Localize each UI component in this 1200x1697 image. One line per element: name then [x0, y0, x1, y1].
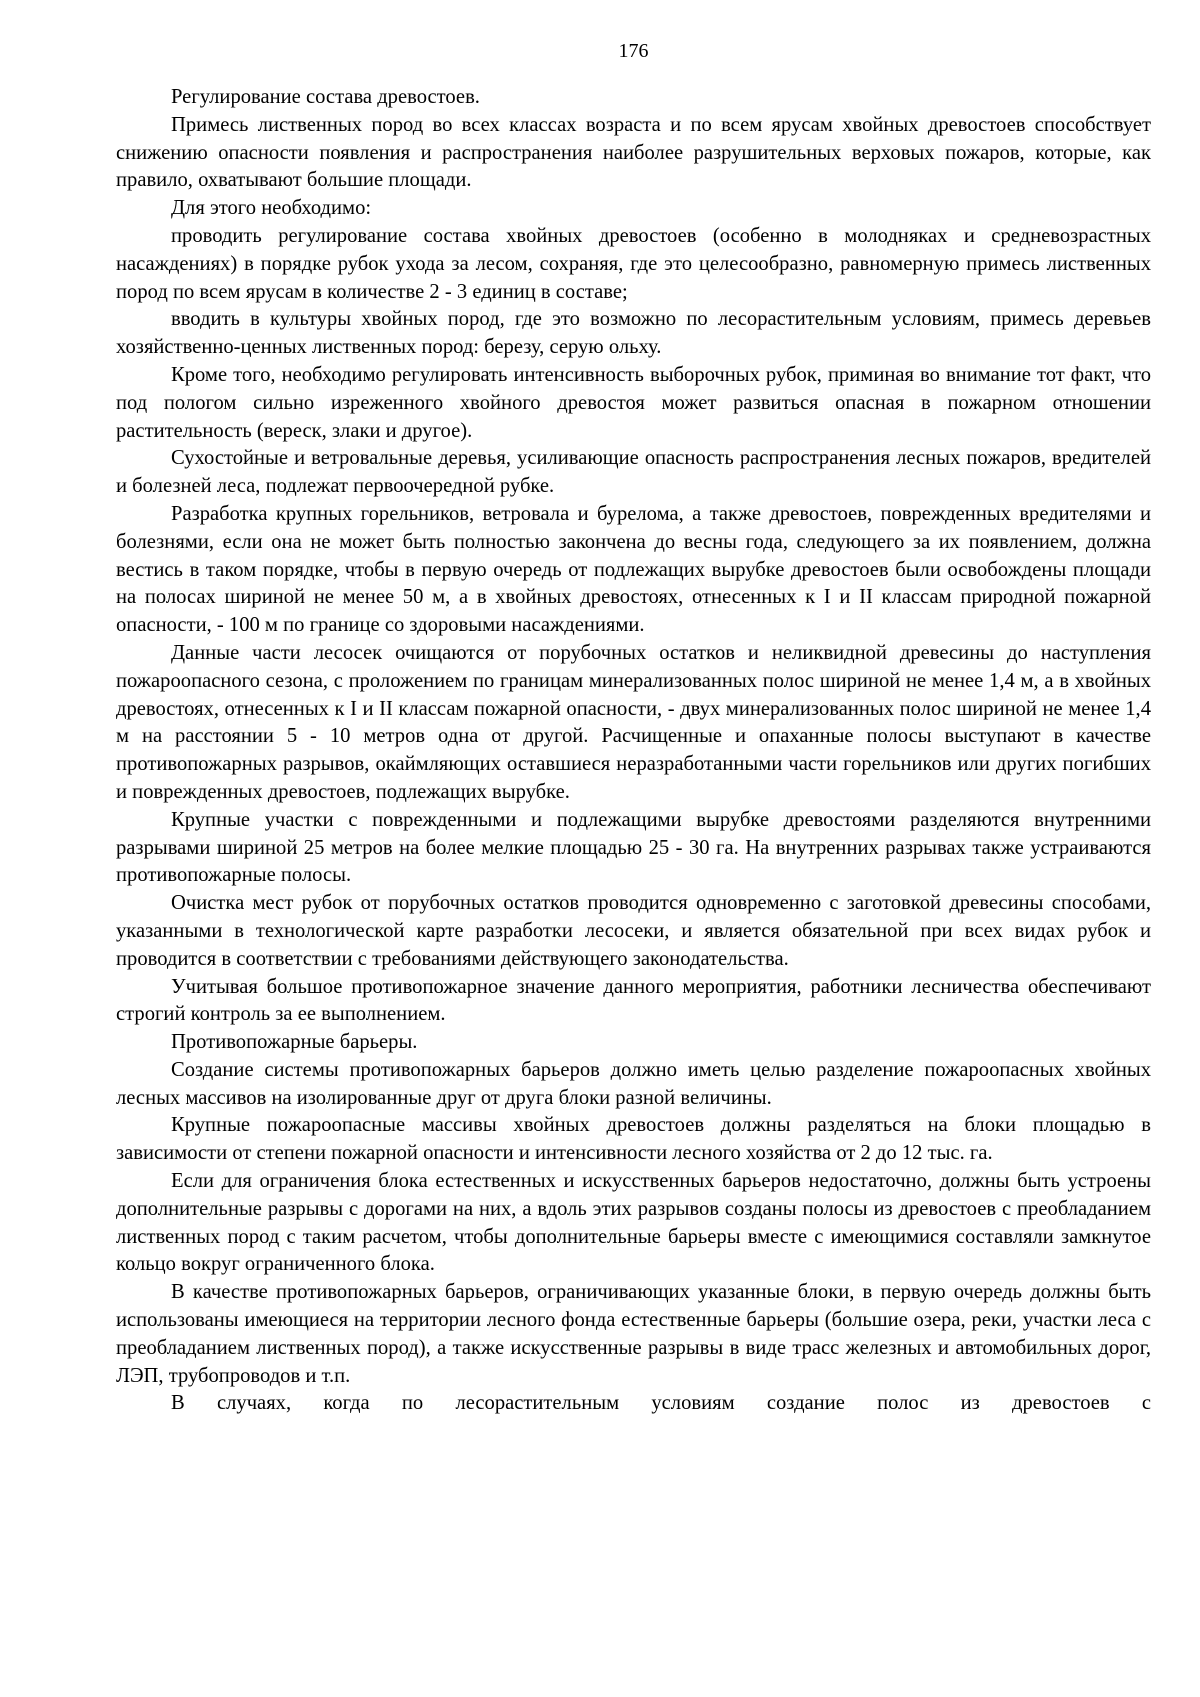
page-number: 176 [618, 40, 649, 62]
paragraph: Регулирование состава древостоев. [171, 86, 480, 108]
paragraph: В случаях, когда по лесорастительным условиям создание полос из древостоев с [171, 1392, 1151, 1415]
paragraph: Сухостойные и ветровальные деревья, усиливающие опасность распространения лесных пожаров, вредителей и болезней леса, подлежат первоочередной рубке. [116, 447, 1151, 498]
paragraph: Противопожарные барьеры. [171, 1031, 418, 1054]
paragraph: Крупные пожароопасные массивы хвойных древостоев должны разделяться на блоки площадью в зависимости от степени пожарной опасности и интенсивности лесного хозяйства от 2 до 12 тыс. га. [116, 1114, 1151, 1165]
paragraph: Если для ограничения блока естественных и искусственных барьеров недостаточно, должны быть устроены дополнительные разрывы с дорогами на них, а вдоль этих разрывов созданы полосы из древостоев с преобладанием лиственных пород с таким расчетом, чтобы дополнительные барьеры вместе с имеющимися составляли замкнутое кольцо вокруг ограниченного блока. [116, 1170, 1151, 1276]
paragraph: Крупные участки с поврежденными и подлежащими вырубке древостоями разделяются внутренними разрывами шириной 25 метров на более мелкие площадью 25 - 30 га. На внутренних разрывах также устраиваются противопожарные полосы. [116, 808, 1151, 887]
paragraph: В качестве противопожарных барьеров, ограничивающих указанные блоки, в первую очередь должны быть использованы имеющиеся на территории лесного фонда естественные барьеры (большие озера, реки, участки леса с преобладанием лиственных пород), а также искусственные разрывы в виде трасс железных и автомобильных дорог, ЛЭП, трубопроводов и т.п. [116, 1281, 1151, 1387]
paragraph: проводить регулирование состава хвойных древостоев (особенно в молодняках и средневозрастных насаждениях) в порядке рубок ухода за лесом, сохраняя, где это целесообразно, равномерную примесь лиственных пород по всем ярусам в количестве 2 - 3 единиц в составе; [116, 224, 1151, 303]
paragraph: Учитывая большое противопожарное значение данного мероприятия, работники лесничества обеспечивают строгий контроль за ее выполнением. [116, 975, 1151, 1026]
document-page [116, 38, 1151, 1418]
paragraph: Для этого необходимо: [171, 197, 372, 220]
paragraph: Очистка мест рубок от порубочных остатков проводится одновременно с заготовкой древесины способами, указанными в технологической карте разработки лесосеки, и является обязательной при всех видах рубок и проводится в соответствии с требованиями действующего законодательства. [116, 892, 1151, 970]
paragraph: Создание системы противопожарных барьеров должно иметь целью разделение пожароопасных хвойных лесных массивов на изолированные друг от друга блоки разной величины. [116, 1058, 1151, 1109]
paragraph: вводить в культуры хвойных пород, где это возможно по лесорастительным условиям, примесь деревьев хозяйственно-ценных лиственных пород: березу, серую ольху. [116, 308, 1151, 359]
paragraph: Кроме того, необходимо регулировать интенсивность выборочных рубок, приминая во внимание тот факт, что под пологом сильно изреженного хвойного древостоя может развиться опасная в пожарном отношении растительность (вереск, злаки и другое). [116, 363, 1151, 442]
paragraph: Разработка крупных горельников, ветровала и бурелома, а также древостоев, поврежденных вредителями и болезнями, если она не может быть полностью закончена до весны года, следующего за их появлением, должна вестись в таком порядке, чтобы в первую очередь от подлежащих вырубке древостоев были освобождены площади на полосах шириной не менее 50 м, а в хвойных древостоях, отнесенных к I и II классам природной пожарной опасности, - 100 м по границе со здоровыми насаждениями. [116, 502, 1151, 637]
paragraph: Примесь лиственных пород во всех классах возраста и по всем ярусам хвойных древостоев способствует снижению опасности появления и распространения наиболее разрушительных верховых пожаров, которые, как правило, охватывают большие площади. [116, 113, 1151, 192]
paragraph: Данные части лесосек очищаются от порубочных остатков и неликвидной древесины до наступления пожароопасного сезона, с проложением по границам минерализованных полос шириной не менее 1,4 м, а в хвойных древостоях, отнесенных к I и II классам пожарной опасности, - двух минерализованных полос шириной не менее 1,4 м на расстоянии 5 - 10 метров одна от другой. Расчищенные и опаханные полосы выступают в качестве противопожарных разрывов, окаймляющих оставшиеся неразработанными части горельников или других погибших и поврежденных древостоев, подлежащих вырубке. [116, 641, 1151, 803]
